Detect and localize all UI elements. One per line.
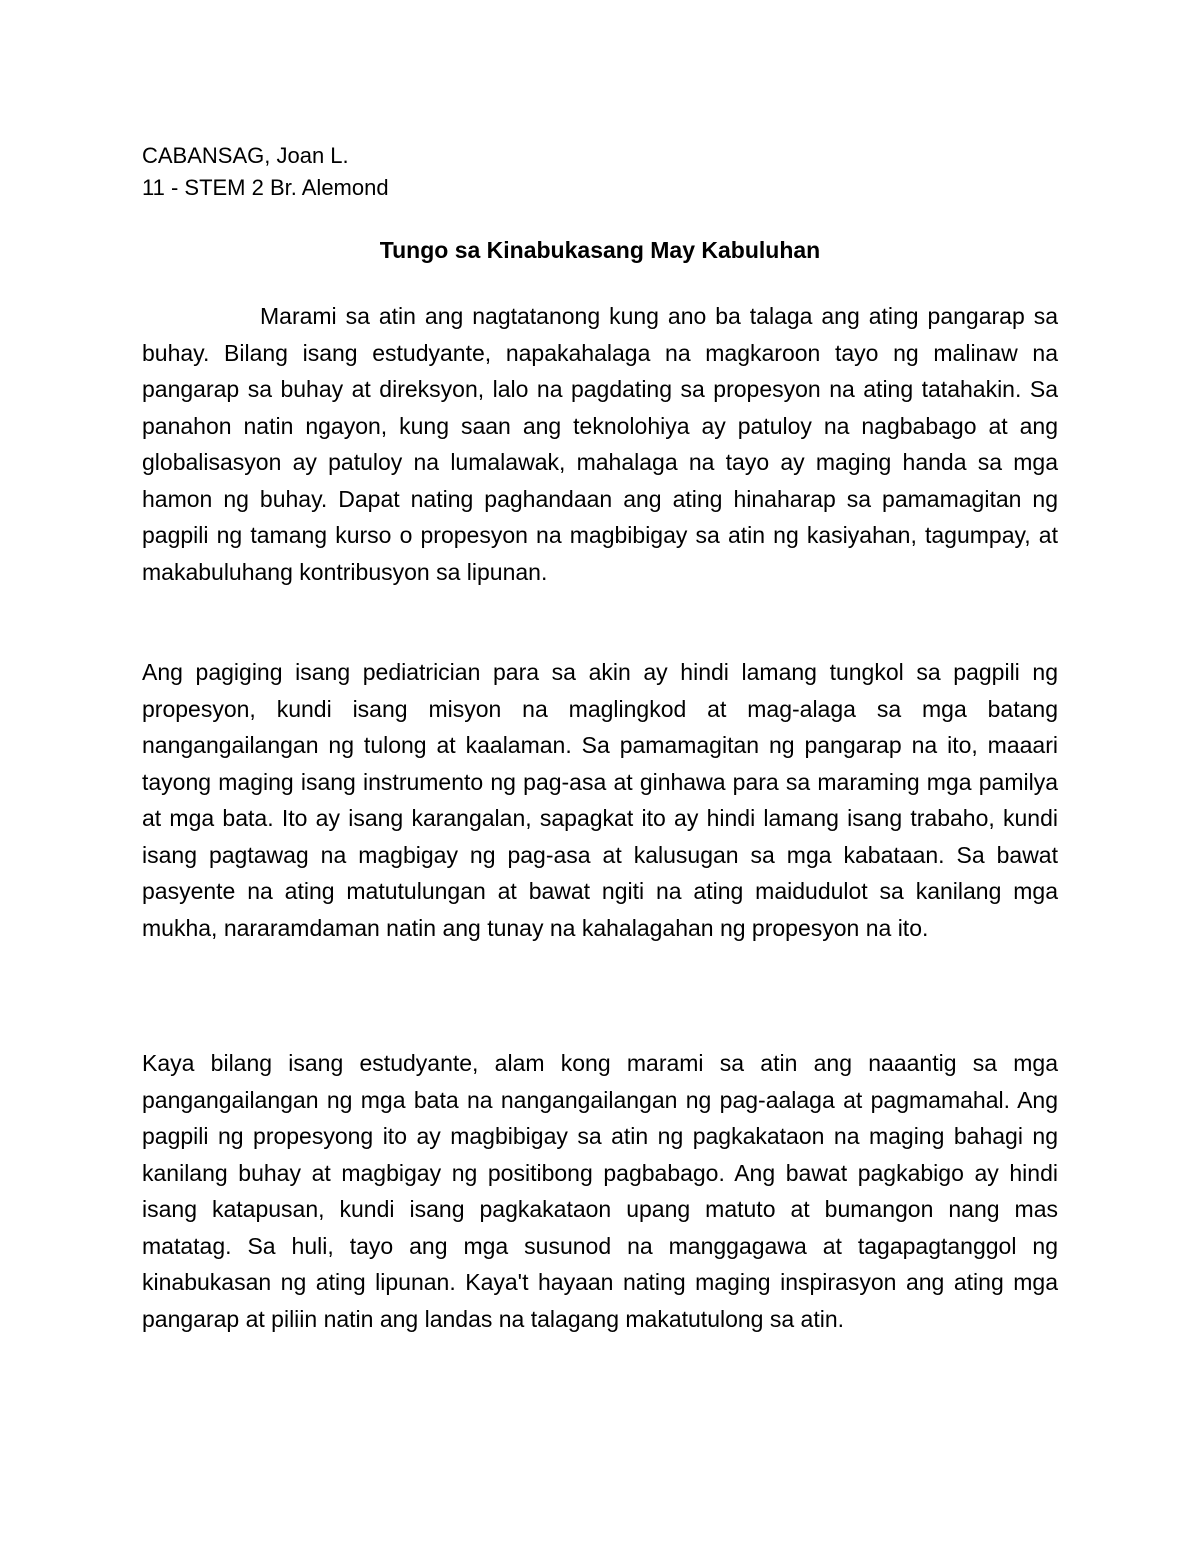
author-name: CABANSAG, Joan L.	[142, 143, 349, 168]
essay-paragraph-3: Kaya bilang isang estudyante, alam kong marami sa atin ang naaantig sa mga pangangailangan ng mga bata na nangangailangan ng pag-aalaga at pagmamahal. Ang pagpili ng propesyong ito ay magbibigay sa atin ng pagkakataon na maging bahagi ng kanilang buhay at magbigay ng positibong pagbabago. Ang bawat pagkabigo ay hindi isang katapusan, kundi isang pagkakataon upang matuto at bumangon nang mas matatag. Sa huli, tayo ang mga susunod na manggagawa at tagapagtanggol ng kinabukasan ng ating lipunan. Kaya't hayaan nating maging inspirasyon ang ating mga pangarap at piliin natin ang landas na talagang makatutulong sa atin.	[142, 1050, 1058, 1332]
essay-paragraph-1: Marami sa atin ang nagtatanong kung ano ba talaga ang ating pangarap sa buhay. Bilang isang estudyante, napakahalaga na magkaroon tayo ng malinaw na pangarap sa buhay at direksyon, lalo na pagdating sa propesyon na ating tatahakin. Sa panahon natin ngayon, kung saan ang teknolohiya ay patuloy na nagbabago at ang globalisasyon ay patuloy na lumalawak, mahalaga na tayo ay maging handa sa mga hamon ng buhay. Dapat nating paghandaan ang ating hinaharap sa pamamagitan ng pagpili ng tamang kurso o propesyon na magbibigay sa atin ng kasiyahan, tagumpay, at makabuluhang kontribusyon sa lipunan.	[142, 303, 1058, 585]
class-section: 11 - STEM 2 Br. Alemond	[142, 175, 389, 200]
essay-title: Tungo sa Kinabukasang May Kabuluhan	[379, 237, 821, 263]
essay-paragraph-2: Ang pagiging isang pediatrician para sa akin ay hindi lamang tungkol sa pagpili ng propesyon, kundi isang misyon na maglingkod at mag-alaga sa mga batang nangangailangan ng tulong at kaalaman. Sa pamamagitan ng pangarap na ito, maaari tayong maging isang instrumento ng pag-asa at ginhawa para sa maraming mga pamilya at mga bata. Ito ay isang karangalan, sapagkat ito ay hindi lamang isang trabaho, kundi isang pagtawag na magbigay ng pag-asa at kalusugan sa mga kabataan. Sa bawat pasyente na ating matutulungan at bawat ngiti na ating maidudulot sa kanilang mga mukha, nararamdaman natin ang tunay na kahalagahan ng propesyon na ito.	[142, 659, 1058, 941]
